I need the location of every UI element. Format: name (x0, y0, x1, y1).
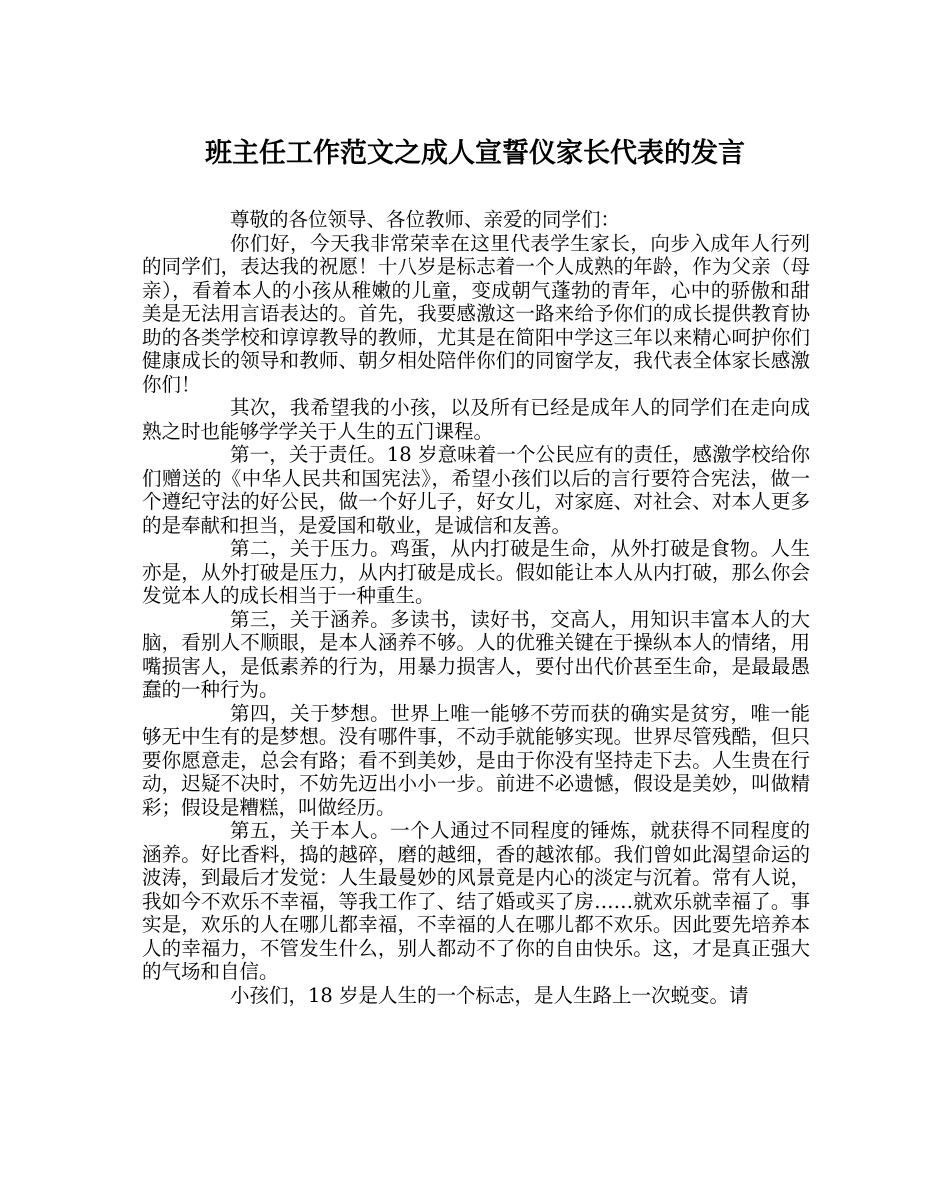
document-title: 班主任工作范文之成人宣誓仪家长代表的发言 (205, 138, 745, 169)
body-paragraph: 第二，关于压力。鸡蛋，从内打破是生命，从外打破是食物。人生亦是，从外打破是压力，从内打破是成长。假如能让本人从内打破，那么你会发觉本人的成长相当于一种重生。 (142, 537, 810, 607)
body-paragraph: 其次，我希望我的小孩，以及所有已经是成年人的同学们在走向成熟之时也能够学学关于人生的五门课程。 (142, 396, 810, 443)
salutation-paragraph: 尊敬的各位领导、各位教师、亲爱的同学们： (230, 208, 621, 231)
body-paragraph: 第四，关于梦想。世界上唯一能够不劳而获的确实是贫穷，唯一能够无中生有的是梦想。没有哪件事，不动手就能够实现。世界尽管残酷，但只要你愿意走，总会有路；看不到美妙，是由于你没有坚持走下去。人生贵在行动，迟疑不决时，不妨先迈出小小一步。前进不必遗憾，假设是美妙，叫做精彩；假设是糟糕，叫做经历。 (142, 701, 810, 819)
body-paragraph: 第三，关于涵养。多读书，读好书，交高人，用知识丰富本人的大脑，看别人不顺眼，是本人涵养不够。人的优雅关键在于操纵本人的情绪，用嘴损害人，是低素养的行为，用暴力损害人，要付出代价甚至生命，是最最愚蠢的一种行为。 (142, 607, 810, 701)
document-body (142, 208, 810, 1007)
body-paragraph: 小孩们，18 岁是人生的一个标志，是人生路上一次蜕变。请 (230, 983, 749, 1007)
body-paragraph: 第一，关于责任。18 岁意味着一个公民应有的责任，感激学校给你们赠送的《中华人民共和国宪法》，希望小孩们以后的言行要符合宪法，做一个遵纪守法的好公民，做一个好儿子，好女儿，对家庭、对社会、对本人更多的是奉献和担当，是爱国和敬业，是诚信和友善。 (142, 443, 810, 537)
body-paragraph: 第五，关于本人。一个人通过不同程度的锤炼，就获得不同程度的涵养。好比香料，捣的越碎，磨的越细，香的越浓郁。我们曾如此渴望命运的波涛，到最后才发觉：人生最曼妙的风景竟是内心的淡定与沉着。常有人说，我如今不欢乐不幸福，等我工作了、结了婚或买了房……就欢乐就幸福了。事实是，欢乐的人在哪儿都幸福，不幸福的人在哪儿都不欢乐。因此要先培养本人的幸福力，不管发生什么，别人都动不了你的自由快乐。这，才是真正强大的气场和自信。 (142, 819, 810, 983)
body-paragraph: 你们好，今天我非常荣幸在这里代表学生家长，向步入成年人行列的同学们，表达我的祝愿！十八岁是标志着一个人成熟的年龄，作为父亲（母亲），看着本人的小孩从稚嫩的儿童，变成朝气蓬勃的青年，心中的骄傲和甜美是无法用言语表达的。首先，我要感激这一路来给予你们的成长提供教育协助的各类学校和谆谆教导的教师，尤其是在简阳中学这三年以来精心呵护你们健康成长的领导和教师、朝夕相处陪伴你们的同窗学友，我代表全体家长感激你们！ (142, 231, 810, 396)
